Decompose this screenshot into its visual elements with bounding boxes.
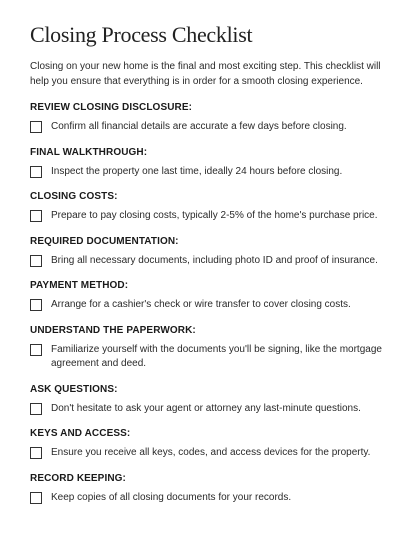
checklist-item-text: Bring all necessary documents, including photo ID and proof of insurance. <box>51 254 378 266</box>
checkbox[interactable] <box>30 447 42 459</box>
section-record-keeping <box>30 473 387 506</box>
checklist-item[interactable] <box>30 120 387 135</box>
page-title: Closing Process Checklist <box>30 22 253 47</box>
checkbox[interactable] <box>30 344 42 356</box>
checklist-item[interactable] <box>30 343 387 372</box>
section-understand-the-paperwork <box>30 325 387 372</box>
section-heading: REQUIRED DOCUMENTATION: <box>30 235 179 247</box>
checkbox[interactable] <box>30 492 42 504</box>
section-heading: REVIEW CLOSING DISCLOSURE: <box>30 102 193 113</box>
intro-paragraph: Closing on your new home is the final and most exciting step. This checklist will help you ensure that everything is in order for a smooth closing experience. <box>30 61 381 87</box>
section-heading: UNDERSTAND THE PAPERWORK: <box>30 324 196 336</box>
checklist-item[interactable] <box>30 209 387 224</box>
section-heading: ASK QUESTIONS: <box>30 383 118 395</box>
checkbox[interactable] <box>30 166 42 178</box>
checkbox[interactable] <box>30 403 42 415</box>
checklist-item[interactable] <box>30 491 387 506</box>
checkbox[interactable] <box>30 255 42 267</box>
checklist-item[interactable] <box>30 446 387 461</box>
section-heading: PAYMENT METHOD: <box>30 280 129 291</box>
section-review-closing-disclosure <box>30 102 387 135</box>
checkbox[interactable] <box>30 210 42 222</box>
checklist-item-text: Familiarize yourself with the documents you'll be signing, like the mortgage agreement and deed. <box>51 343 382 369</box>
checkbox[interactable] <box>30 121 42 133</box>
checklist-item-text: Ensure you receive all keys, codes, and access devices for the property. <box>51 447 371 458</box>
section-heading: FINAL WALKTHROUGH: <box>30 146 148 158</box>
section-required-documentation <box>30 236 387 269</box>
checklist-item[interactable] <box>30 165 387 180</box>
section-payment-method <box>30 280 387 313</box>
section-keys-and-access <box>30 428 387 461</box>
section-ask-questions <box>30 384 387 417</box>
section-heading: KEYS AND ACCESS: <box>30 428 131 439</box>
checklist-item-text: Inspect the property one last time, ideally 24 hours before closing. <box>51 165 343 177</box>
checklist-item-text: Arrange for a cashier's check or wire transfer to cover closing costs. <box>51 299 351 310</box>
checkbox[interactable] <box>30 299 42 311</box>
section-closing-costs <box>30 191 387 224</box>
checklist-item-text: Don't hesitate to ask your agent or attorney any last-minute questions. <box>51 402 361 414</box>
section-heading: RECORD KEEPING: <box>30 472 126 484</box>
section-final-walkthrough <box>30 147 387 180</box>
checklist-item-text: Prepare to pay closing costs, typically 2-5% of the home's purchase price. <box>51 210 378 221</box>
section-heading: CLOSING COSTS: <box>30 191 118 202</box>
checklist-item[interactable] <box>30 402 387 417</box>
checklist-item-text: Keep copies of all closing documents for your records. <box>51 491 292 503</box>
checklist-item-text: Confirm all financial details are accurate a few days before closing. <box>51 121 347 132</box>
checklist-item[interactable] <box>30 254 387 269</box>
checklist-item[interactable] <box>30 298 387 313</box>
